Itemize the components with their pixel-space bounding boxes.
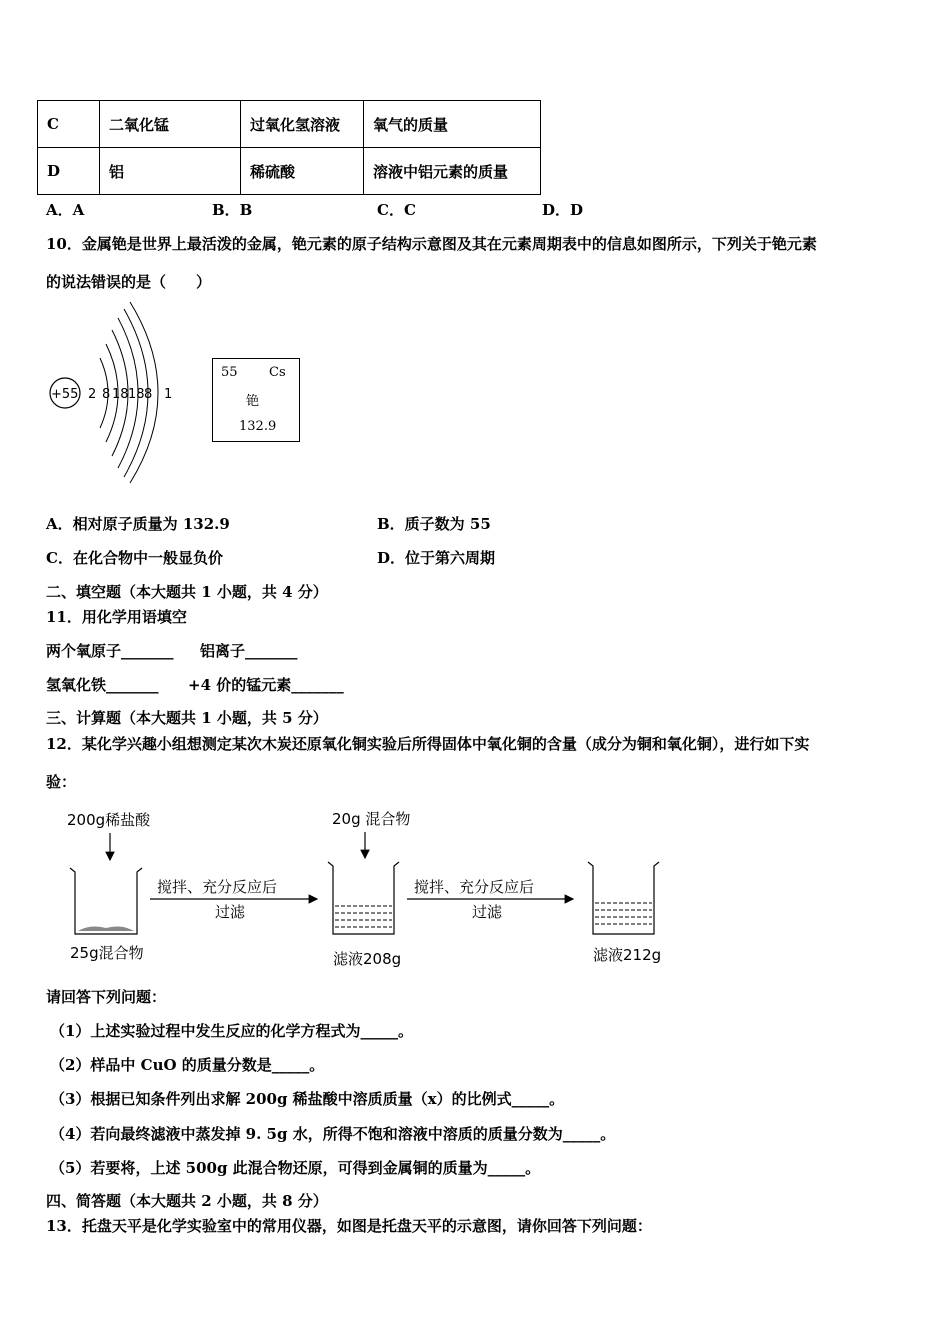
section-heading: 三、计算题（本大题共 1 小题，共 5 分） (46, 709, 328, 727)
q10-option-d[interactable]: D．位于第六周期 (377, 549, 496, 567)
q10-option-a[interactable]: A．相对原子质量为 132.9 (46, 515, 230, 533)
q12-subquestion: （5）若要将，上述 500g 此混合物还原，可得到金属铜的质量为_____。 (50, 1159, 541, 1177)
table-cell: 氧气的质量 (364, 101, 541, 148)
section-heading: 四、简答题（本大题共 2 小题，共 8 分） (46, 1192, 328, 1210)
table-cell: D (38, 148, 100, 195)
q13-stem: 13．托盘天平是化学实验室中的常用仪器，如图是托盘天平的示意图，请你回答下列问题： (46, 1217, 652, 1235)
q11-blank: +4 价的锰元素_______ (188, 676, 344, 694)
element-symbol: Cs (269, 365, 286, 380)
q9-option-c[interactable]: C．C (377, 201, 416, 219)
q12-subquestion: （3）根据已知条件列出求解 200g 稀盐酸中溶质质量（x）的比例式_____。 (50, 1090, 565, 1108)
table-row (38, 148, 541, 195)
q9-option-d[interactable]: D．D (542, 201, 584, 219)
element-info-box (212, 358, 300, 442)
table-row (38, 101, 541, 148)
beaker (328, 862, 399, 934)
table-cell: 铝 (100, 148, 241, 195)
table-cell: 过氧化氢溶液 (241, 101, 364, 148)
q12-subquestion: （1）上述实验过程中发生反应的化学方程式为_____。 (50, 1022, 413, 1040)
q12-stem-line2: 验： (46, 773, 77, 791)
q12-prompt: 请回答下列问题： (46, 988, 167, 1006)
q11-blank: 两个氧原子_______ (46, 642, 174, 660)
table-cell: 溶液中铝元素的质量 (364, 148, 541, 195)
acid-label: 200g稀盐酸 (67, 811, 151, 829)
experiment-diagram (40, 800, 680, 975)
mix-label: 20g 混合物 (332, 810, 411, 828)
beaker-solid (78, 927, 134, 931)
table-cell: 稀硫酸 (241, 148, 364, 195)
q11-blank: 铝离子_______ (200, 642, 298, 660)
q10-stem-line2: 的说法错误的是（ ） (46, 273, 212, 291)
step-label-top: 搅拌、充分反应后 (157, 878, 278, 896)
q12-stem-line1: 12．某化学兴趣小组想测定某次木炭还原氧化铜实验后所得固体中氧化铜的含量（成分为铜和氧化铜），进行如下实 (46, 735, 810, 753)
beaker (588, 862, 659, 934)
atomic-number: 55 (221, 365, 238, 380)
q10-stem-line1: 10．金属铯是世界上最活泼的金属，铯元素的原子结构示意图及其在元素周期表中的信息如图所示，下列关于铯元素 (46, 235, 817, 253)
step-label-top: 搅拌、充分反应后 (414, 878, 535, 896)
q9-option-a[interactable]: A．A (46, 201, 85, 219)
shell-electron-count: 18 (128, 387, 145, 402)
q12-subquestion: （2）样品中 CuO 的质量分数是_____。 (50, 1056, 325, 1074)
atomic-mass: 132.9 (239, 419, 277, 434)
element-name: 铯 (246, 394, 260, 409)
beaker1-label: 25g混合物 (70, 944, 144, 962)
shell-electron-count: 1 (164, 387, 173, 402)
beaker (70, 868, 142, 934)
nucleus-charge: +55 (51, 387, 79, 402)
table-cell: C (38, 101, 100, 148)
options-table (37, 100, 541, 195)
table-cell: 二氧化锰 (100, 101, 241, 148)
beaker2-label: 滤液208g (333, 950, 402, 968)
shell-electron-count: 8 (102, 387, 111, 402)
shell-electron-count: 2 (88, 387, 97, 402)
beaker3-label: 滤液212g (593, 946, 662, 964)
shell-electron-count: 8 (144, 387, 153, 402)
q11-title: 11．用化学用语填空 (46, 608, 187, 626)
atom-structure-diagram (40, 300, 190, 485)
q12-subquestion: （4）若向最终滤液中蒸发掉 9. 5g 水，所得不饱和溶液中溶质的质量分数为_____。 (50, 1125, 616, 1143)
q9-option-b[interactable]: B．B (212, 201, 253, 219)
q10-option-b[interactable]: B．质子数为 55 (377, 515, 491, 533)
section-heading: 二、填空题（本大题共 1 小题，共 4 分） (46, 583, 328, 601)
shell-electron-count: 18 (112, 387, 129, 402)
q10-option-c[interactable]: C．在化合物中一般显负价 (46, 549, 223, 567)
q11-blank: 氢氧化铁_______ (46, 676, 159, 694)
step-label-bottom: 过滤 (215, 903, 246, 921)
step-label-bottom: 过滤 (472, 903, 503, 921)
